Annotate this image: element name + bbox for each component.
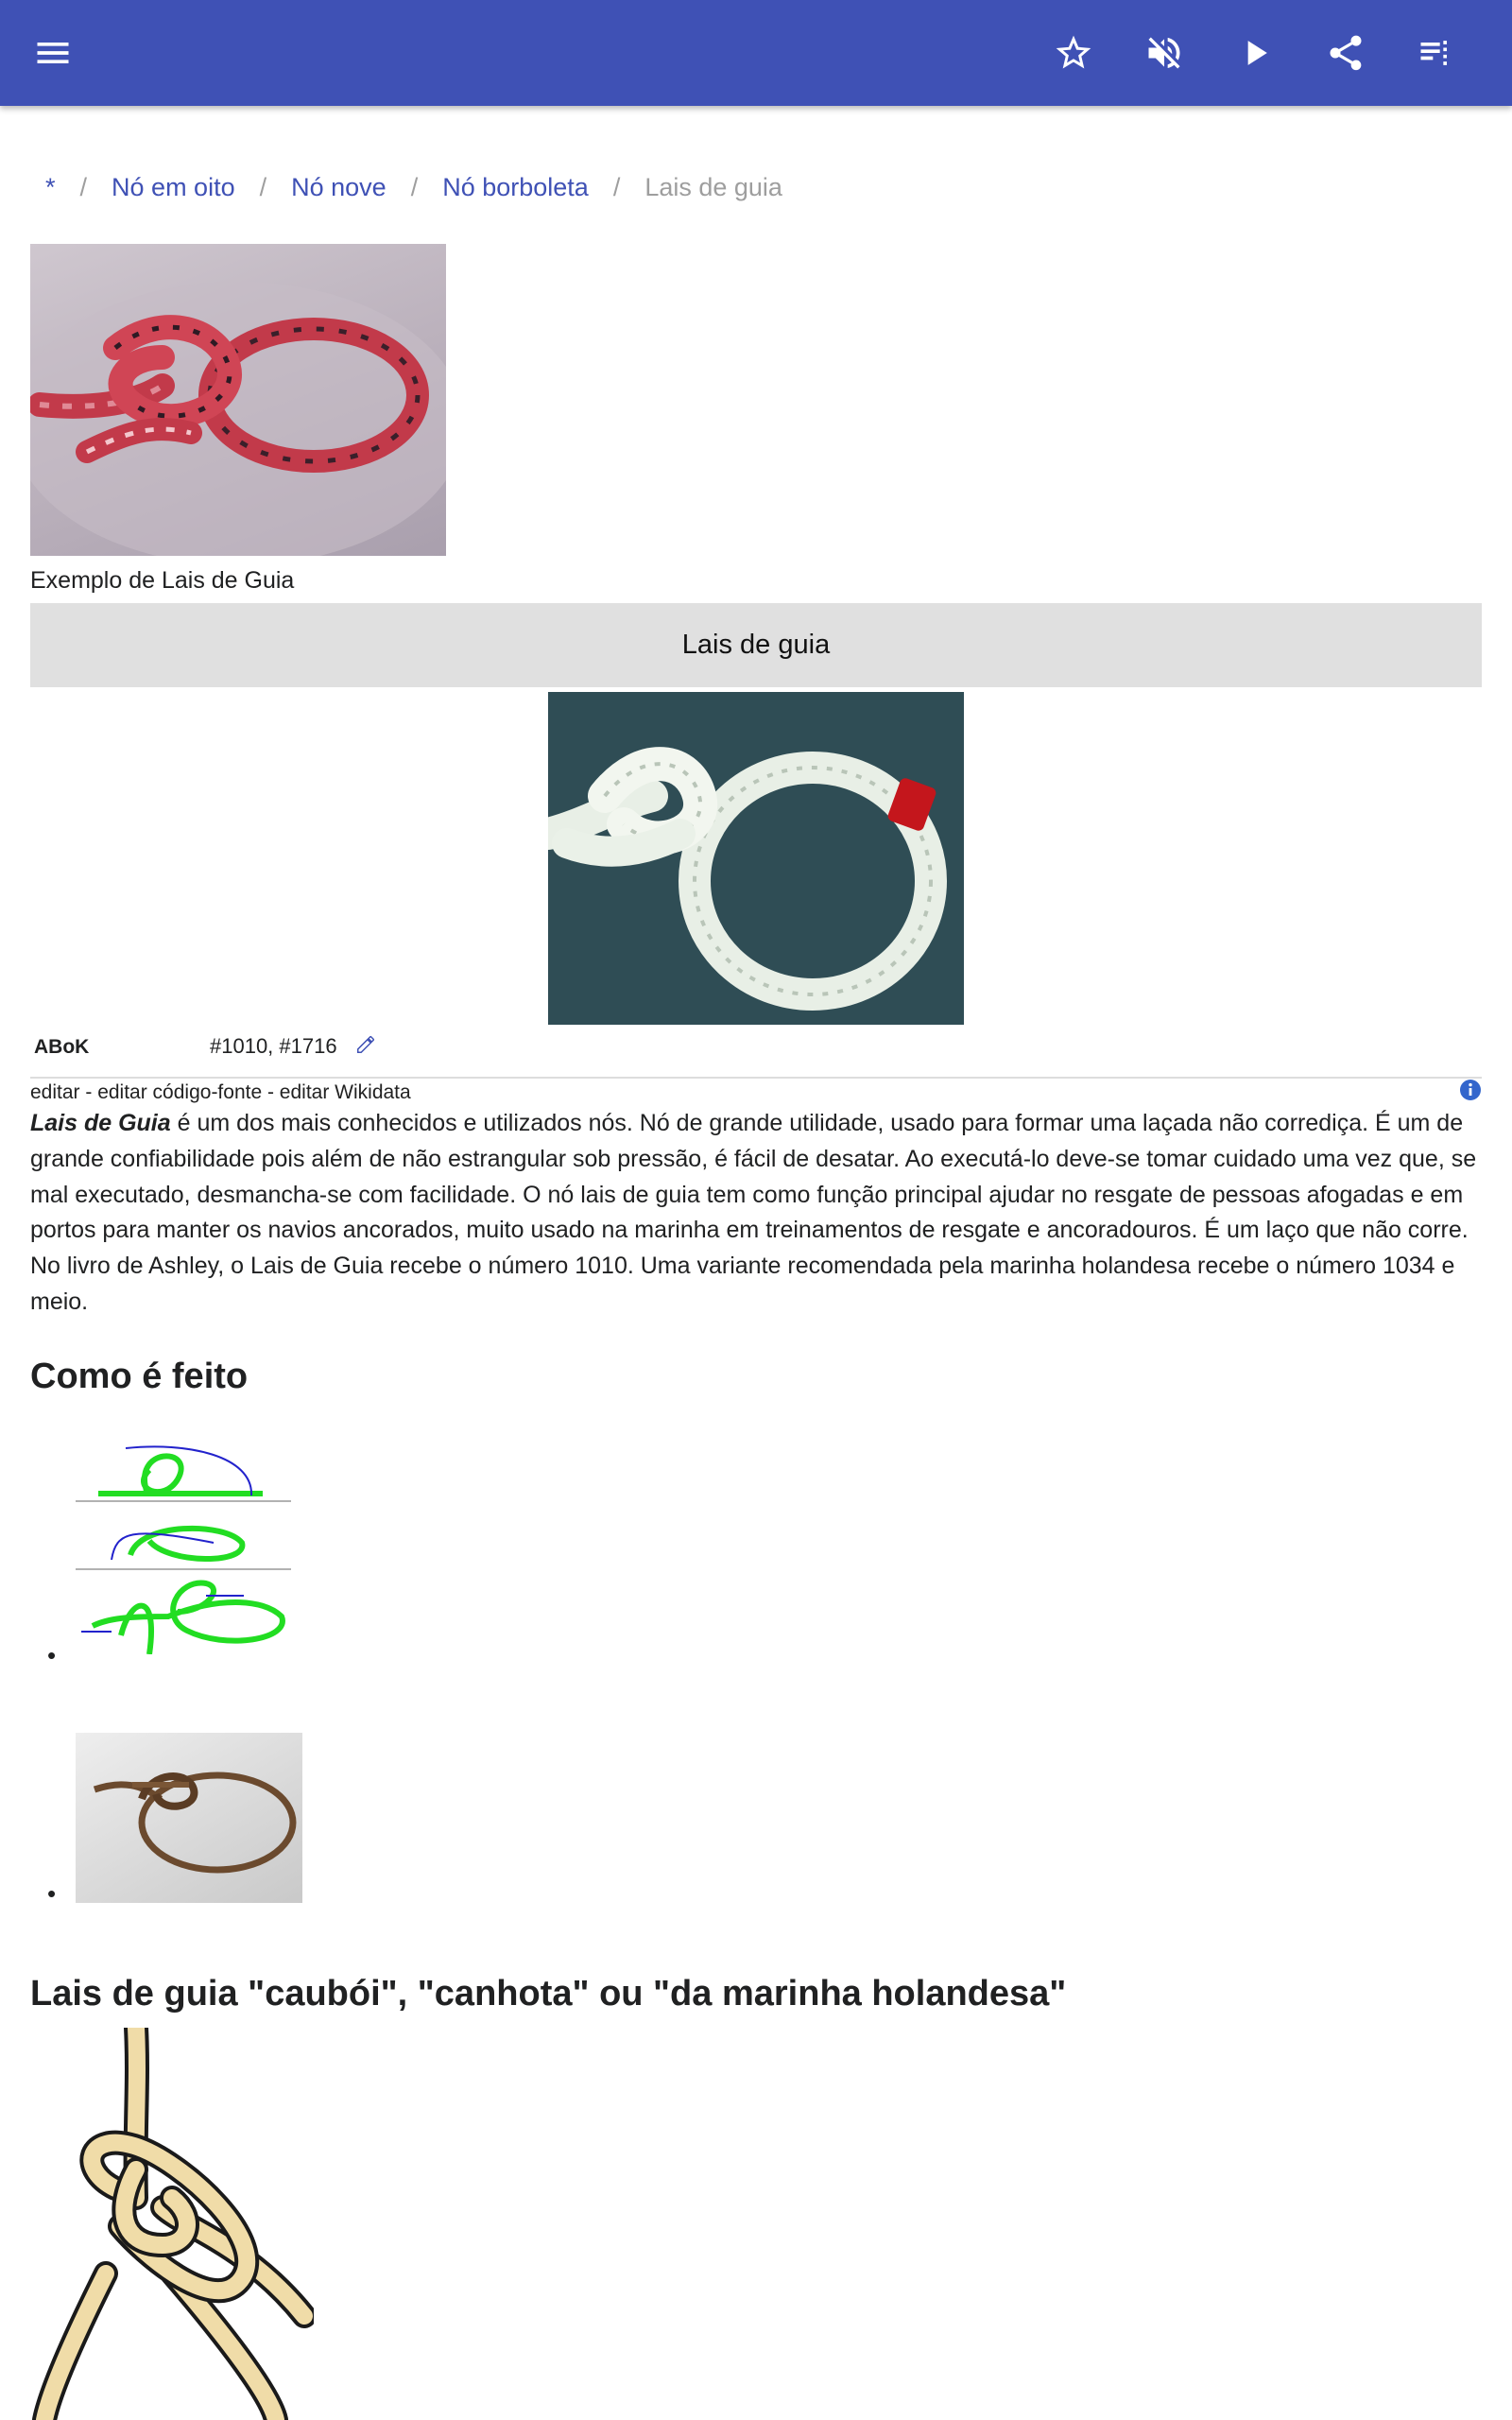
figure-caption: Exemplo de Lais de Guia [30,567,295,594]
menu-icon[interactable] [25,25,81,81]
breadcrumb-separator: / [410,172,419,201]
breadcrumb-current: Lais de guia [644,172,782,201]
breadcrumb [45,168,782,206]
app-bar [0,0,1512,106]
section-heading-variant: Lais de guia "caubói", "canhota" ou "da marinha holandesa" [30,1974,1067,2014]
volume-off-icon[interactable] [1136,25,1193,81]
breadcrumb-item-no-borboleta[interactable]: Nó borboleta [442,172,589,201]
breadcrumb-item-no-em-oito[interactable]: Nó em oito [112,172,235,201]
article-intro-text: é um dos mais conhecidos e utilizados nós. Nó de grande utilidade, usado para formar uma laçada não corrediça. É um de grande confiabilidade pois além de não estrangular sob pressão, é fácil de desatar. Ao executá-lo deve-se tomar cuidado uma vez que, se mal executado, desmancha-se com facilidade. O nó lais de guia tem como função principal ajudar no resgate de pessoas afogadas e em portos para manter os navios ancorados, muito usado na marinha em treinamentos de resgate e ancoradouros. É um laço que não corre. No livro de Ashley, o Lais de Guia recebe o número 1010. Uma variante recomendada pela marinha holandesa recebe o número 1034 e meio. [30,1110,1477,1315]
article-intro [30,1106,1484,1321]
edit-links[interactable]: editar - editar código-fonte - editar Wikidata [30,1081,411,1103]
infobox-abok-label: ABoK [34,1036,90,1058]
breadcrumb-separator: / [79,172,88,201]
infobox-abok-value: #1010, #1716 [210,1034,337,1058]
info-icon[interactable] [1459,1079,1482,1101]
bowline-steps-diagram[interactable] [74,1437,293,1654]
section-heading-how-made: Como é feito [30,1357,249,1396]
pencil-icon[interactable] [355,1034,376,1055]
bowline-photo-brown-rope[interactable] [76,1733,302,1903]
list-bullet: • [47,1641,57,1669]
star-icon[interactable] [1045,25,1102,81]
breadcrumb-separator: / [259,172,267,201]
infobox-title: Lais de guia [30,603,1482,687]
cowboy-bowline-illustration[interactable] [30,2028,314,2420]
share-icon[interactable] [1317,25,1374,81]
bowline-photo-red-rope[interactable] [30,244,446,556]
bowline-photo-white-rope[interactable] [548,692,964,1025]
breadcrumb-item-root[interactable]: * [45,172,56,201]
breadcrumb-separator: / [612,172,621,201]
playlist-icon[interactable] [1408,25,1465,81]
article-term: Lais de Guia [30,1110,171,1136]
play-icon[interactable] [1227,25,1283,81]
divider [30,1077,1482,1079]
breadcrumb-item-no-nove[interactable]: Nó nove [291,172,387,201]
list-bullet: • [47,1879,57,1908]
